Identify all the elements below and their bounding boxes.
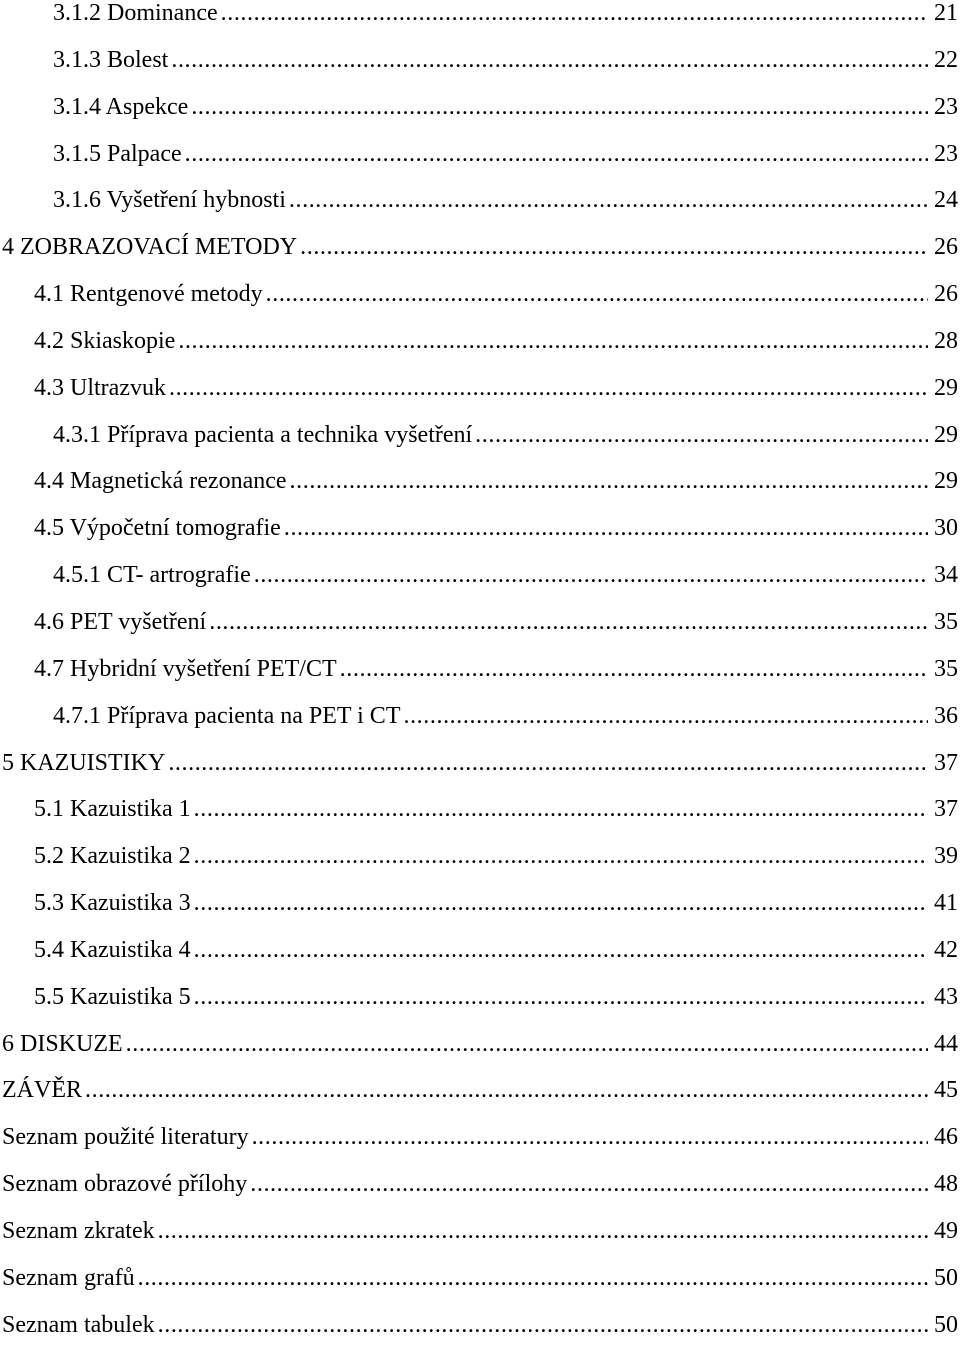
toc-dot-leader [289,177,928,224]
toc-dot-leader [284,505,928,552]
toc-entry[interactable] [0,1114,960,1161]
toc-dot-leader [169,365,928,412]
toc-entry-page-number: 36 [934,702,958,729]
toc-entry[interactable] [0,365,960,412]
toc-dot-leader [158,1302,928,1348]
toc-entry-title: 6 DISKUZE [2,1030,123,1057]
toc-entry-page-number: 30 [934,515,958,542]
toc-entry[interactable] [0,505,960,552]
toc-dot-leader [194,786,928,833]
toc-entry[interactable] [0,880,960,927]
toc-entry[interactable] [0,740,960,787]
toc-dot-leader [290,458,928,505]
toc-dot-leader [126,1021,928,1068]
toc-entry-title: 3.1.3 Bolest [53,46,169,73]
toc-entry-title: 5.2 Kazuistika 2 [34,843,191,870]
toc-entry[interactable] [0,693,960,740]
toc-dot-leader [178,318,928,365]
toc-entry[interactable] [0,1255,960,1302]
toc-entry-title: Seznam tabulek [2,1311,155,1338]
toc-dot-leader [250,1161,928,1208]
toc-entry-page-number: 35 [934,655,958,682]
toc-dot-leader [194,974,928,1021]
toc-entry[interactable] [0,552,960,599]
toc-dot-leader [254,552,928,599]
toc-entry-title: 4.1 Rentgenové metody [34,281,263,308]
toc-dot-leader [138,1255,928,1302]
toc-entry[interactable] [0,84,960,131]
toc-entry[interactable] [0,271,960,318]
toc-dot-leader [209,599,928,646]
toc-entry-page-number: 34 [934,562,958,589]
toc-entry-page-number: 37 [934,796,958,823]
toc-entry-page-number: 37 [934,749,958,776]
toc-entry-title: 3.1.6 Vyšetření hybnosti [53,187,286,214]
toc-entry[interactable] [0,131,960,178]
toc-entry-page-number: 43 [934,983,958,1010]
toc-entry-page-number: 26 [934,281,958,308]
toc-entry[interactable] [0,1302,960,1348]
toc-entry-title: 4.2 Skiaskopie [34,327,176,354]
toc-entry-title: 4.6 PET vyšetření [34,608,207,635]
toc-entry-page-number: 35 [934,608,958,635]
toc-entry[interactable] [0,1021,960,1068]
toc-entry-title: Seznam grafů [2,1264,135,1291]
toc-entry[interactable] [0,786,960,833]
toc-entry-title: 5.1 Kazuistika 1 [34,796,191,823]
toc-entry-title: 4 ZOBRAZOVACÍ METODY [2,234,298,261]
toc-entry-page-number: 21 [934,0,958,26]
toc-entry[interactable] [0,177,960,224]
toc-entry-page-number: 29 [934,421,958,448]
toc-entry-title: 5 KAZUISTIKY [2,749,166,776]
toc-dot-leader [85,1067,928,1114]
toc-dot-leader [403,693,928,740]
toc-entry-page-number: 44 [934,1030,958,1057]
toc-entry-title: 5.3 Kazuistika 3 [34,890,191,917]
toc-entry-page-number: 22 [934,46,958,73]
toc-entry[interactable] [0,927,960,974]
toc-entry[interactable] [0,599,960,646]
toc-entry[interactable] [0,646,960,693]
toc-entry-title: 4.7 Hybridní vyšetření PET/CT [34,655,337,682]
toc-dot-leader [171,37,928,84]
toc-entry[interactable] [0,1067,960,1114]
toc-entry-title: 4.3 Ultrazvuk [34,374,166,401]
toc-entry-page-number: 39 [934,843,958,870]
toc-entry[interactable] [0,1161,960,1208]
toc-entry-title: 4.4 Magnetická rezonance [34,468,287,495]
toc-dot-leader [221,0,928,37]
toc-entry[interactable] [0,974,960,1021]
toc-entry-page-number: 48 [934,1171,958,1198]
toc-entry-page-number: 23 [934,140,958,167]
toc-entry[interactable] [0,224,960,271]
toc-entry[interactable] [0,458,960,505]
toc-dot-leader [185,131,928,178]
toc-entry-page-number: 28 [934,327,958,354]
toc-entry-title: ZÁVĚR [2,1077,82,1104]
toc-entry-page-number: 24 [934,187,958,214]
toc-dot-leader [252,1114,928,1161]
toc-entry[interactable] [0,0,960,37]
toc-entry-page-number: 49 [934,1217,958,1244]
toc-entry-title: 4.7.1 Příprava pacienta na PET i CT [53,702,401,729]
toc-dot-leader [340,646,928,693]
toc-entry[interactable] [0,37,960,84]
toc-entry-page-number: 50 [934,1311,958,1338]
toc-entry-page-number: 29 [934,374,958,401]
toc-entry[interactable] [0,833,960,880]
toc-entry-page-number: 29 [934,468,958,495]
toc-dot-leader [158,1208,928,1255]
toc-dot-leader [191,84,928,131]
toc-entry[interactable] [0,412,960,459]
toc-entry-title: 3.1.5 Palpace [53,140,182,167]
toc-dot-leader [194,927,928,974]
toc-entry[interactable] [0,318,960,365]
toc-entry-title: 4.3.1 Příprava pacienta a technika vyšetření [53,421,473,448]
toc-entry-page-number: 23 [934,93,958,120]
toc-entry-title: 5.4 Kazuistika 4 [34,936,191,963]
toc-entry-title: Seznam použité literatury [2,1124,249,1151]
toc-entry-title: 4.5 Výpočetní tomografie [34,515,281,542]
toc-entry-page-number: 45 [934,1077,958,1104]
toc-entry-title: 5.5 Kazuistika 5 [34,983,191,1010]
toc-dot-leader [300,224,928,271]
toc-entry-page-number: 50 [934,1264,958,1291]
toc-entry-page-number: 26 [934,234,958,261]
toc-dot-leader [168,740,928,787]
toc-entry-page-number: 46 [934,1124,958,1151]
toc-entry-page-number: 41 [934,890,958,917]
toc-dot-leader [194,880,928,927]
toc-entry-title: Seznam zkratek [2,1217,155,1244]
toc-entry-title: 3.1.2 Dominance [53,0,218,26]
toc-entry-page-number: 42 [934,936,958,963]
toc-entry[interactable] [0,1208,960,1255]
toc-entry-title: 4.5.1 CT- artrografie [53,562,251,589]
toc-dot-leader [194,833,928,880]
toc-dot-leader [266,271,928,318]
toc-entry-title: Seznam obrazové přílohy [2,1171,248,1198]
toc-dot-leader [475,412,928,459]
toc-entry-title: 3.1.4 Aspekce [53,93,189,120]
